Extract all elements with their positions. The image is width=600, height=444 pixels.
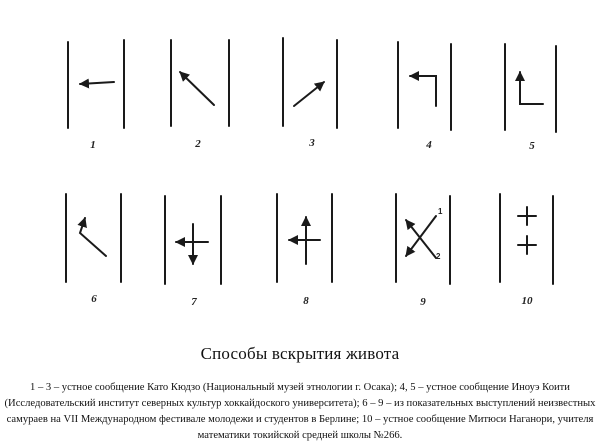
two-crosses-icon xyxy=(518,207,536,254)
abdomen-outline-8 xyxy=(277,194,332,282)
abdomen-outline-4 xyxy=(398,42,451,130)
figure-number-4: 4 xyxy=(426,139,432,151)
arrow-diagonal-up-right-icon xyxy=(294,82,324,106)
arrow-up-then-left-icon xyxy=(410,76,436,106)
arrow-right-then-up-icon xyxy=(520,72,543,104)
figure-number-5: 5 xyxy=(529,140,535,152)
caption-title: Способы вскрытия живота xyxy=(200,344,400,363)
figure-number-3: 3 xyxy=(309,137,315,149)
figure-9-mark-2: 2 xyxy=(436,252,441,261)
crossed-arrows-icon xyxy=(406,216,436,258)
figure-number-6: 6 xyxy=(91,293,97,305)
abdomen-outline-3 xyxy=(283,38,337,128)
abdomen-outline-6 xyxy=(66,194,121,282)
figure-number-8: 8 xyxy=(303,295,309,307)
figure-number-9: 9 xyxy=(420,296,426,308)
figure-number-10: 10 xyxy=(521,295,533,307)
arrow-hook-diagonal-icon xyxy=(80,218,106,256)
figure-number-2: 2 xyxy=(195,138,201,150)
arrow-diagonal-down-right-icon xyxy=(180,72,214,105)
abdomen-outline-2 xyxy=(171,40,229,126)
arrow-left-icon xyxy=(80,82,114,84)
figure-number-1: 1 xyxy=(90,139,96,151)
arrow-left-then-down-icon xyxy=(176,224,208,264)
figure-number-7: 7 xyxy=(191,296,197,308)
abdomen-outline-5 xyxy=(505,44,556,132)
figure-9-mark-1: 1 xyxy=(438,207,443,216)
caption-text: 1 – 3 – устное сообщение Като Кюдзо (Национальный музей этнологии г. Осака); 4, 5 – устное сообщение Иноуэ Коити (Исследовательский институт северных культур хоккайдоского университета); 6 – 9 – из показательных выступлений неизвестных самураев на VII Международном фестивале молодежи и студентов в Берлине; 10 – устное сообщение Митюси Наганори, учителя математики токийской средней школы №266. xyxy=(4,382,596,441)
arrow-left-then-up-icon xyxy=(289,217,320,264)
